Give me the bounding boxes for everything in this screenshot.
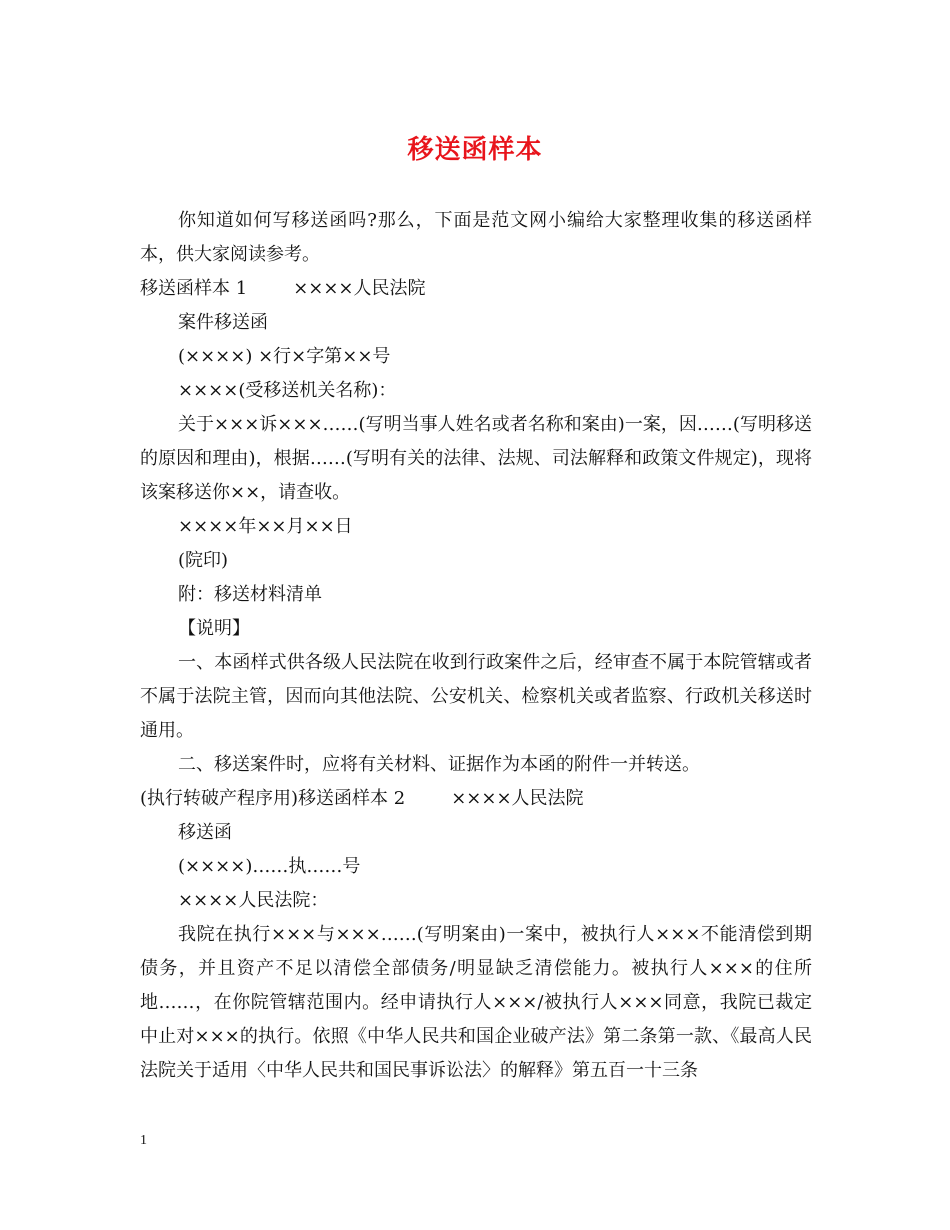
intro-paragraph: 你知道如何写移送函吗?那么，下面是范文网小编给大家整理收集的移送函样本，供大家阅读参考。 bbox=[140, 210, 812, 265]
document-body bbox=[140, 204, 812, 1088]
page-number: 1 bbox=[140, 1133, 147, 1148]
recipient-2: ××××人民法院： bbox=[178, 890, 329, 911]
case-number-2: (××××)……执……号 bbox=[178, 856, 361, 877]
date-line-1: ××××年××月××日 bbox=[178, 516, 353, 537]
sample-1-label: 移送函样本 1 bbox=[140, 278, 248, 299]
sample-2-heading-line bbox=[140, 782, 812, 816]
recipient-1: ××××(受移送机关名称)： bbox=[178, 380, 397, 401]
case-number-1: (××××) ×行×字第××号 bbox=[178, 346, 391, 367]
case-transfer-letter-heading: 案件移送函 bbox=[178, 312, 268, 333]
attachment-line-1: 附：移送材料清单 bbox=[178, 584, 322, 605]
note-paragraph-2: 二、移送案件时，应将有关材料、证据作为本函的附件一并转送。 bbox=[178, 754, 700, 775]
transfer-letter-heading: 移送函 bbox=[178, 822, 232, 843]
seal-line-1: (院印) bbox=[178, 550, 229, 571]
body-paragraph-1: 关于×××诉×××……(写明当事人姓名或者名称和案由)一案，因……(写明移送的原因和理由)，根据……(写明有关的法律、法规、司法解释和政策文件规定)，现将该案移送你××，请查收。 bbox=[140, 414, 812, 503]
sample-1-heading-line bbox=[140, 272, 812, 306]
note-heading: 【说明】 bbox=[178, 618, 250, 639]
sample-1-court: ××××人民法院 bbox=[293, 278, 426, 299]
page-title: 移送函样本 bbox=[407, 135, 543, 165]
body-paragraph-2: 我院在执行×××与×××……(写明案由)一案中，被执行人×××不能清偿到期债务，并且资产不足以清偿全部债务/明显缺乏清偿能力。被执行人×××的住所地……，在你院管辖范围内。经申请执行人×××/被执行人×××同意，我院已裁定中止对×××的执行。依照《中华人民共和国企业破产法》第二条第一款、《最高人民法院关于适用〈中华人民共和国民事诉讼法〉的解释》第五百一十三条 bbox=[140, 924, 812, 1081]
sample-2-label: (执行转破产程序用)移送函样本 2 bbox=[140, 788, 406, 809]
sample-2-court: ××××人民法院 bbox=[451, 788, 584, 809]
note-paragraph-1: 一、本函样式供各级人民法院在收到行政案件之后，经审查不属于本院管辖或者不属于法院主管，因而向其他法院、公安机关、检察机关或者监察、行政机关移送时通用。 bbox=[140, 652, 812, 741]
